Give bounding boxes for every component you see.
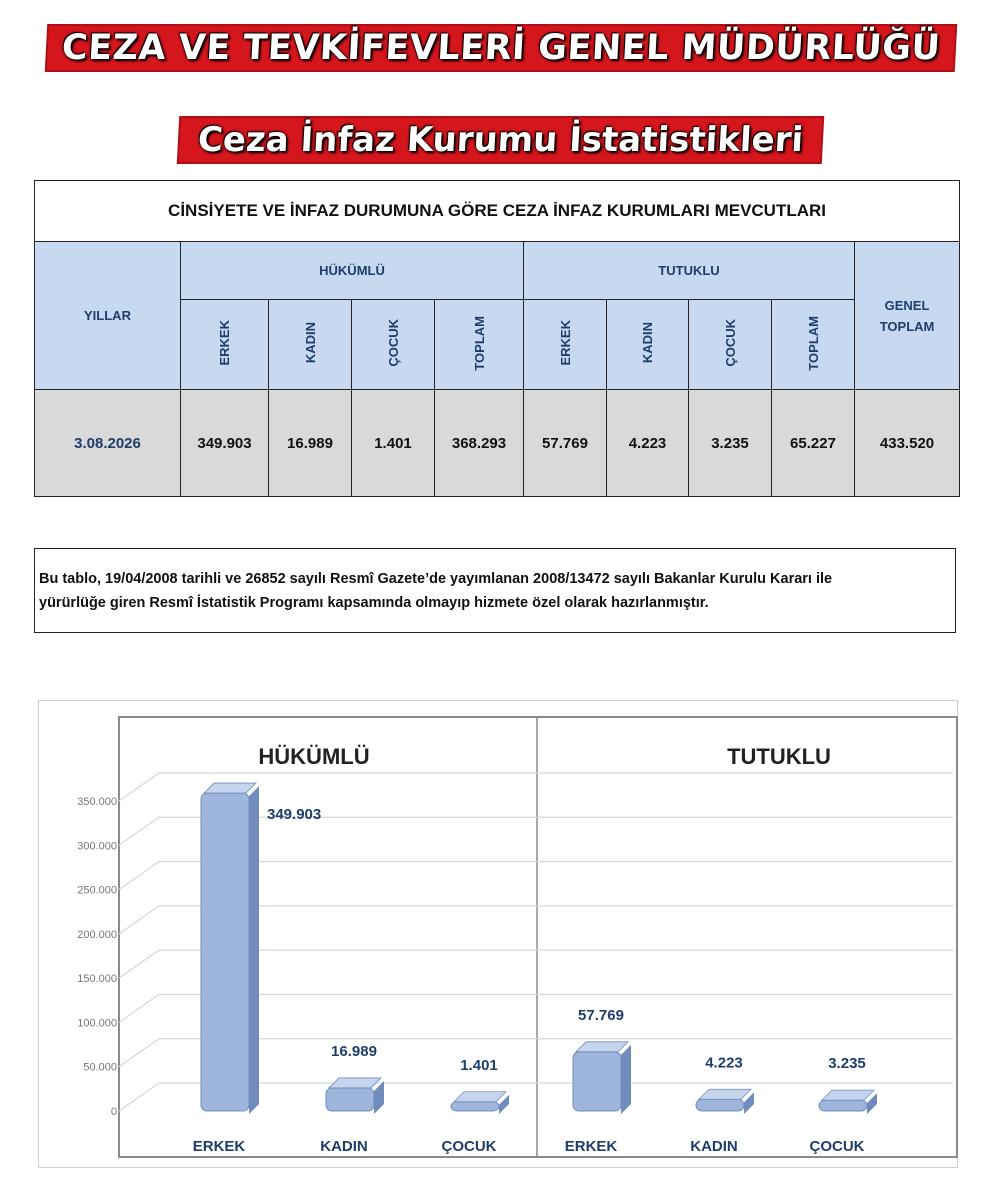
header-genel-toplam (855, 242, 960, 390)
bar-chart (39, 701, 959, 1169)
y-tick-label: 300.000 (77, 840, 117, 853)
cell-t-cocuk: 3.235 (689, 390, 772, 497)
bar (696, 1099, 744, 1111)
header-tutuklu: TUTUKLU (524, 242, 855, 300)
data-label: 16.989 (331, 1042, 377, 1060)
header-t-erkek (524, 300, 607, 390)
header-h-cocuk (352, 300, 435, 390)
header-genel-toplam-label: GENEL TOPLAM (879, 297, 935, 334)
sub-label: ÇOCUK (722, 319, 738, 367)
sub-label: ÇOCUK (385, 319, 401, 367)
category-label: KADIN (320, 1138, 368, 1155)
data-label: 1.401 (460, 1056, 498, 1074)
panel-title: TUTUKLU (727, 744, 831, 769)
chart-area (38, 700, 958, 1168)
header-h-toplam (435, 300, 524, 390)
cell-t-erkek: 57.769 (524, 390, 607, 497)
y-tick-label: 50.000 (83, 1061, 117, 1074)
header-h-erkek (181, 300, 269, 390)
category-label: ÇOCUK (441, 1138, 497, 1155)
note-line-2: yürürlüğe giren Resmî İstatistik Programı kapsamında olmayıp hizmete özel olarak hazırlanmıştır. (39, 595, 709, 611)
cell-h-erkek: 349.903 (181, 390, 269, 497)
org-title: CEZA VE TEVKİFEVLERİ GENEL MÜDÜRLÜĞÜ (47, 26, 956, 70)
bar (451, 1102, 499, 1111)
cell-date: 3.08.2026 (35, 390, 181, 497)
page-title-banner (0, 118, 1002, 162)
bar (326, 1088, 374, 1111)
header-t-toplam (772, 300, 855, 390)
cell-t-kadin: 4.223 (607, 390, 689, 497)
bar (819, 1100, 867, 1111)
cell-t-toplam: 65.227 (772, 390, 855, 497)
page-title: Ceza İnfaz Kurumu İstatistikleri (179, 118, 822, 162)
y-tick-label: 100.000 (77, 1017, 117, 1030)
bar-side (249, 786, 259, 1114)
cell-h-cocuk: 1.401 (352, 390, 435, 497)
sub-label: ERKEK (557, 320, 573, 366)
panel-title: HÜKÜMLÜ (258, 744, 370, 769)
y-tick-label: 250.000 (77, 884, 117, 897)
table-caption: CİNSİYETE VE İNFAZ DURUMUNA GÖRE CEZA İNFAZ KURUMLARI MEVCUTLARI (35, 181, 960, 242)
sub-label: TOPLAM (805, 315, 821, 371)
data-label: 349.903 (267, 806, 322, 824)
y-tick-label: 200.000 (77, 928, 117, 941)
sub-label: TOPLAM (471, 315, 487, 371)
y-tick-label: 150.000 (77, 973, 117, 986)
header-years: YILLAR (35, 242, 181, 390)
y-tick-label: 0 (110, 1106, 117, 1118)
header-t-kadin (607, 300, 689, 390)
category-label: ERKEK (564, 1138, 618, 1155)
data-label: 57.769 (578, 1006, 624, 1024)
table-row (35, 390, 960, 497)
cell-h-kadin: 16.989 (269, 390, 352, 497)
data-label: 4.223 (705, 1054, 743, 1072)
cell-h-toplam: 368.293 (435, 390, 524, 497)
y-tick-label: 350.000 (77, 796, 117, 808)
statistics-table (34, 180, 960, 497)
org-title-banner (0, 26, 1002, 70)
category-label: ÇOCUK (809, 1138, 865, 1155)
note-line-1: Bu tablo, 19/04/2008 tarihli ve 26852 sayılı Resmî Gazete’de yayımlanan 2008/13472 sayılı Bakanlar Kurulu Kararı ile (39, 571, 833, 587)
header-t-cocuk (689, 300, 772, 390)
bar-side (621, 1045, 631, 1114)
bar (573, 1052, 621, 1111)
sub-label: KADIN (302, 322, 318, 364)
category-label: KADIN (690, 1138, 738, 1155)
cell-genel-toplam: 433.520 (855, 390, 960, 497)
sub-label: KADIN (640, 322, 655, 364)
bar (201, 793, 249, 1111)
disclaimer-note (34, 548, 956, 633)
header-hukumlu: HÜKÜMLÜ (181, 242, 524, 300)
header-h-kadin (269, 300, 352, 390)
data-label: 3.235 (828, 1055, 866, 1073)
category-label: ERKEK (192, 1138, 246, 1155)
sub-label: ERKEK (217, 320, 232, 366)
